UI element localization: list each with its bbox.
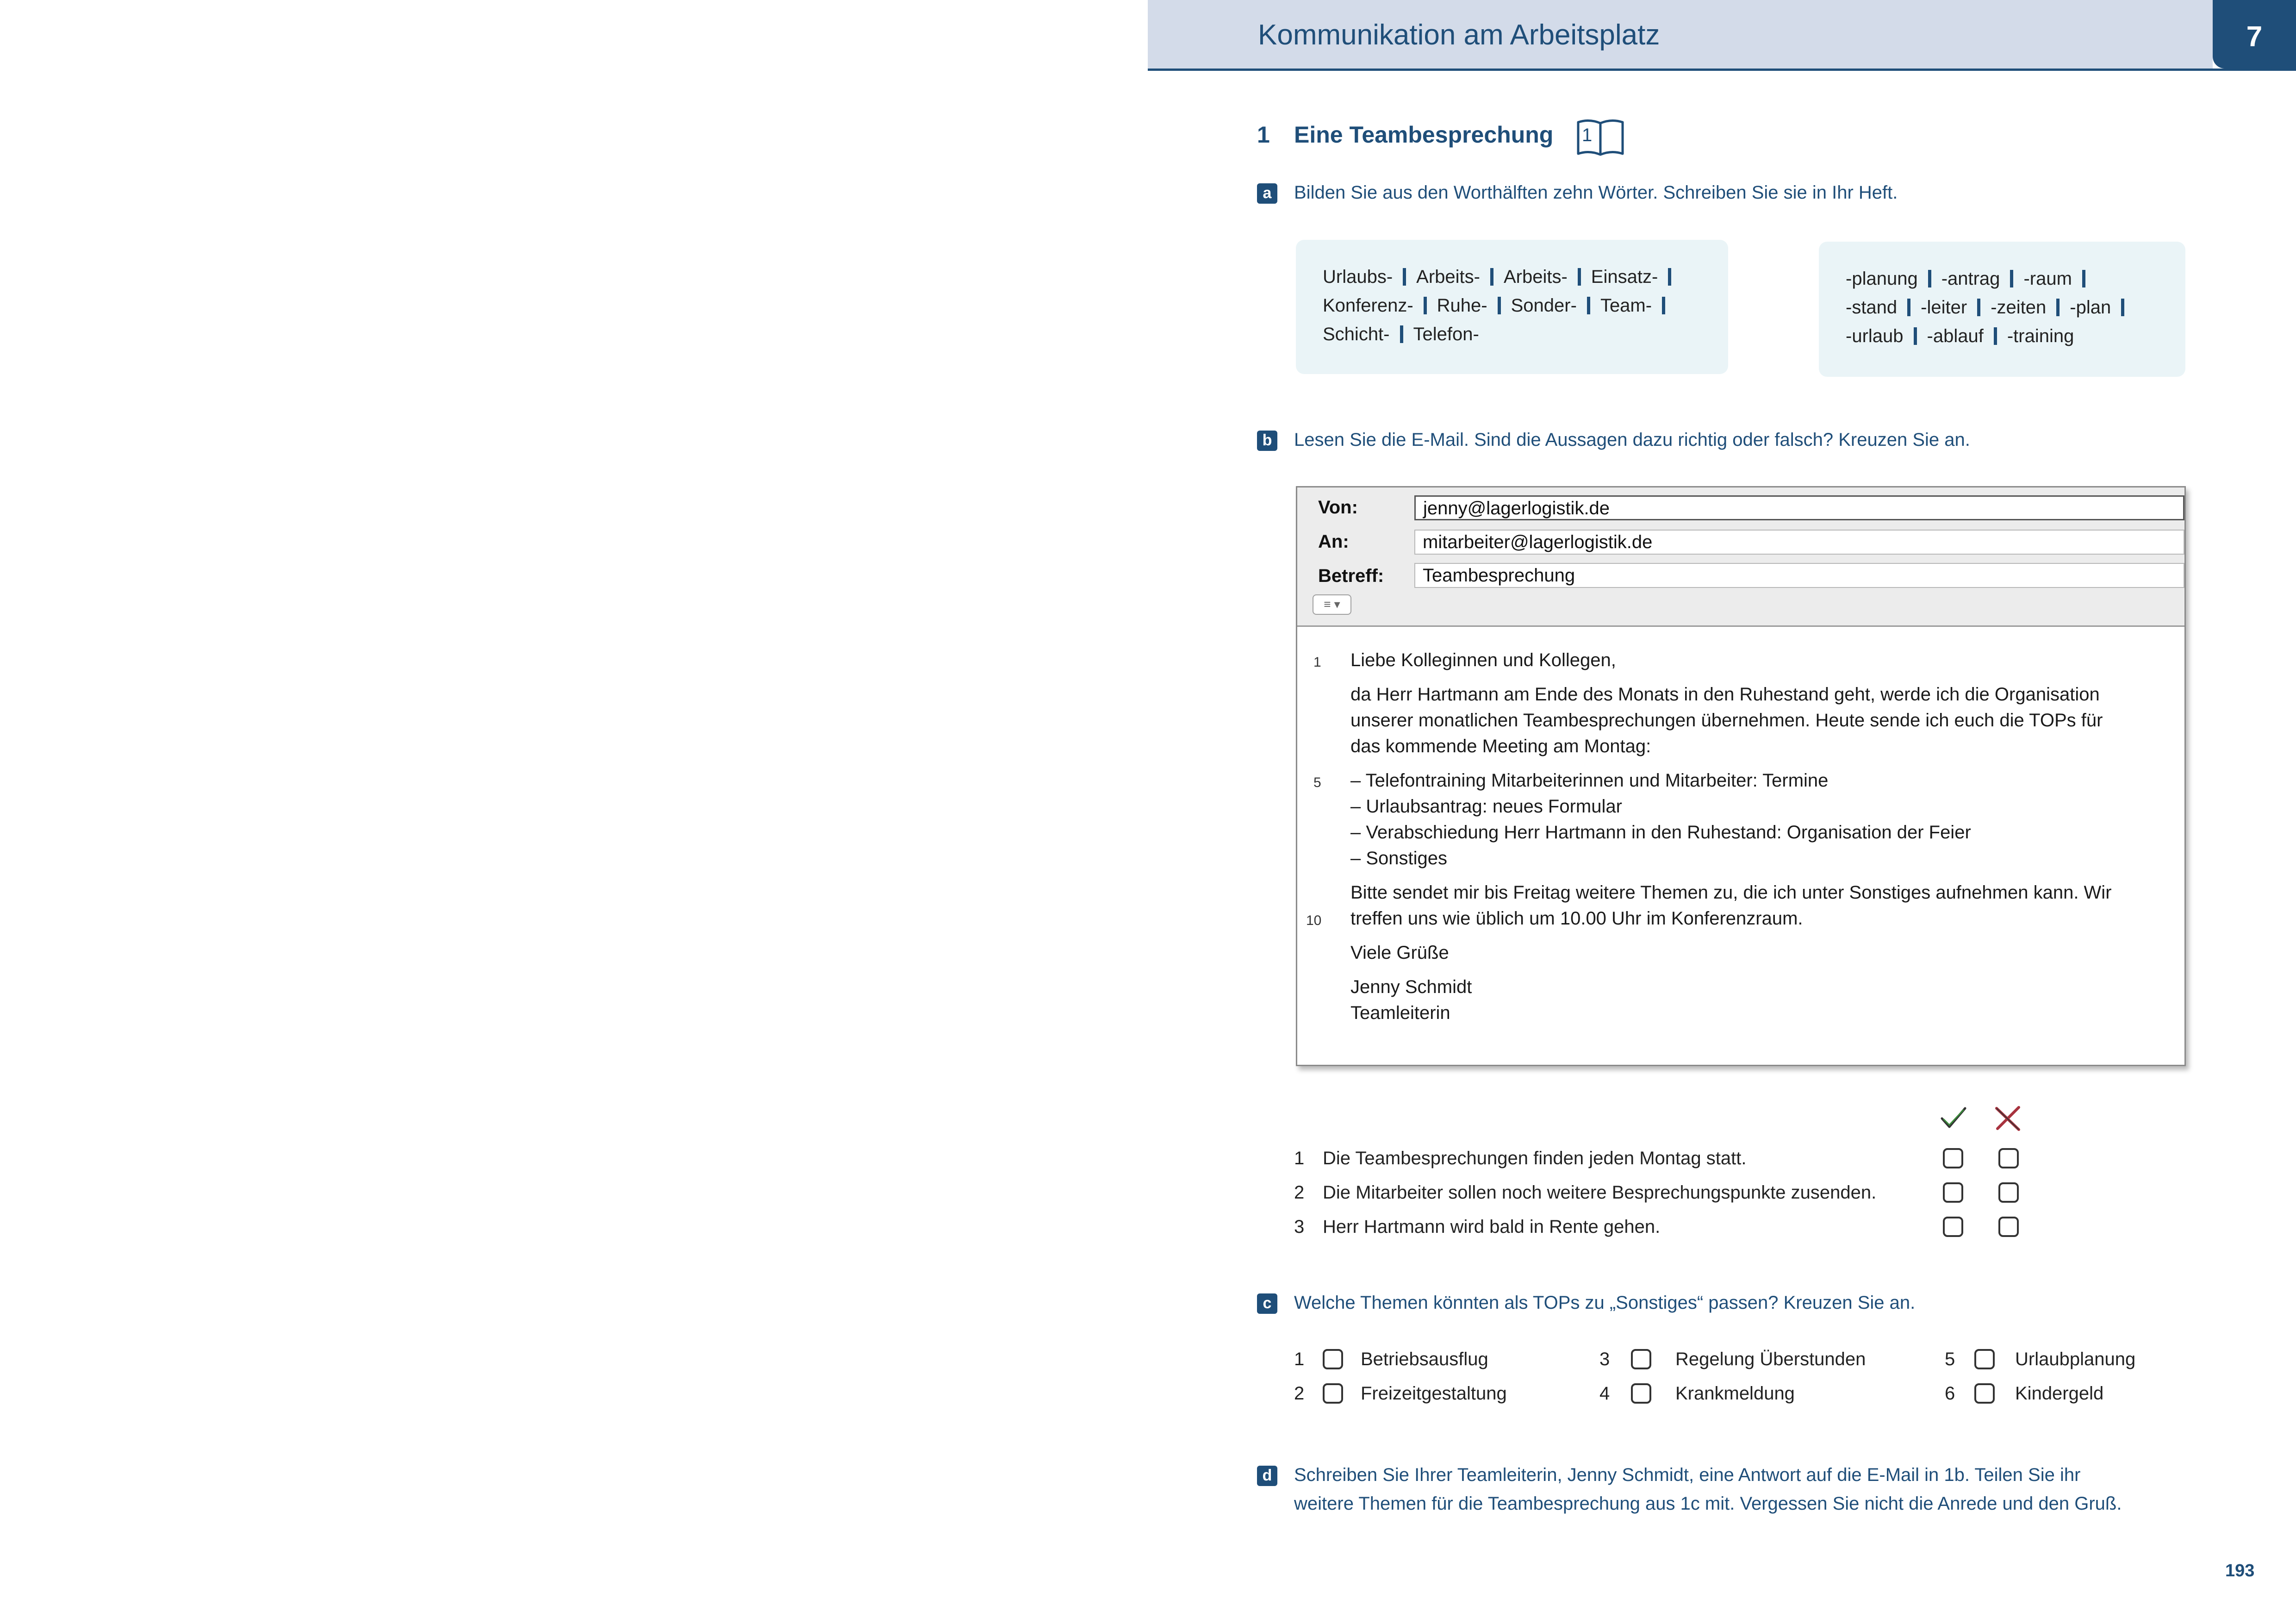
email-body-line: das kommende Meeting am Montag: [1350, 736, 1651, 756]
option-number: 5 [1945, 1349, 1955, 1369]
checkbox-true-3[interactable] [1943, 1217, 1963, 1237]
option-number: 1 [1294, 1349, 1305, 1369]
email-body-line: Jenny Schmidt [1350, 977, 1472, 997]
task-a-instruction: Bilden Sie aus den Worthälften zehn Wörter. Schreiben Sie sie in Ihr Heft. [1294, 182, 1898, 203]
to-field[interactable]: mitarbeiter@lagerlogistik.de [1414, 530, 2184, 555]
statement-text: Herr Hartmann wird bald in Rente gehen. [1323, 1217, 1661, 1237]
word-half: -leiter [1921, 297, 1967, 318]
statement-number: 3 [1294, 1217, 1305, 1237]
option-checkbox-6[interactable] [1974, 1383, 1995, 1404]
option-checkbox-5[interactable] [1974, 1349, 1995, 1369]
word-half: Team- [1600, 295, 1652, 316]
word-half: Arbeits- [1503, 267, 1568, 287]
option-text: Urlaubplanung [2015, 1349, 2136, 1369]
email-body-line: – Telefontraining Mitarbeiterinnen und Mitarbeiter: Termine [1350, 770, 1829, 791]
email-body-line: – Urlaubsantrag: neues Formular [1350, 796, 1622, 817]
word-half: Telefon- [1413, 324, 1479, 344]
word-half: Arbeits- [1416, 267, 1480, 287]
header-rule [1148, 69, 2296, 71]
email-body-line: – Verabschiedung Herr Hartmann in den Ruhestand: Organisation der Feier [1350, 822, 1971, 843]
statement-number: 2 [1294, 1182, 1305, 1203]
word-half: Einsatz- [1591, 267, 1658, 287]
word-half: -raum [2023, 269, 2072, 289]
word-half: Ruhe- [1437, 295, 1487, 316]
task-badge-b: b [1257, 431, 1277, 451]
word-row-right-3 [1846, 326, 2074, 347]
option-checkbox-2[interactable] [1323, 1383, 1343, 1404]
email-body-line: Viele Grüße [1350, 943, 1449, 963]
page-number: 193 [2225, 1561, 2255, 1580]
option-checkbox-3[interactable] [1631, 1349, 1651, 1369]
word-row-right-1 [1846, 269, 2096, 289]
email-body-line: treffen uns wie üblich um 10.00 Uhr im Konferenzraum. [1350, 908, 1803, 929]
word-row-left-1 [1323, 267, 1681, 287]
book-page-number: 1 [1582, 125, 1593, 145]
cross-icon [1994, 1105, 2022, 1132]
checkbox-false-1[interactable] [1998, 1148, 2019, 1168]
task-c-instruction: Welche Themen könnten als TOPs zu „Sonstiges“ passen? Kreuzen Sie an. [1294, 1293, 1916, 1313]
email-body-line: da Herr Hartmann am Ende des Monats in den Ruhestand geht, werde ich die Organisation [1350, 684, 2100, 705]
email-body-line: unserer monatlichen Teambesprechungen übernehmen. Heute sende ich euch die TOPs für [1350, 710, 2103, 731]
section-number: 1 [1257, 122, 1270, 148]
option-text: Freizeitgestaltung [1361, 1383, 1507, 1404]
subject-field[interactable]: Teambesprechung [1414, 563, 2184, 588]
statement-text: Die Teambesprechungen finden jeden Montag statt. [1323, 1148, 1747, 1168]
word-half: Konferenz- [1323, 295, 1413, 316]
line-number: 10 [1306, 913, 1322, 928]
open-book-icon [1575, 119, 1625, 157]
line-number: 5 [1313, 775, 1321, 790]
task-b-instruction: Lesen Sie die E-Mail. Sind die Aussagen dazu richtig oder falsch? Kreuzen Sie an. [1294, 430, 1970, 450]
option-number: 2 [1294, 1383, 1305, 1404]
option-number: 4 [1599, 1383, 1610, 1404]
option-text: Krankmeldung [1675, 1383, 1795, 1404]
chapter-number: 7 [2246, 21, 2263, 53]
check-icon [1939, 1105, 1967, 1132]
word-half: -ablauf [1927, 326, 1984, 346]
word-half: -training [2007, 326, 2074, 346]
word-half: -stand [1846, 297, 1898, 318]
option-checkbox-4[interactable] [1631, 1383, 1651, 1404]
statement-text: Die Mitarbeiter sollen noch weitere Besprechungspunkte zusenden. [1323, 1182, 1877, 1203]
task-badge-d: d [1257, 1466, 1277, 1486]
option-checkbox-1[interactable] [1323, 1349, 1343, 1369]
task-d-instruction-line1: Schreiben Sie Ihrer Teamleiterin, Jenny Schmidt, eine Antwort auf die E-Mail in 1b. Teilen Sie ihr [1294, 1465, 2081, 1485]
email-body-line: Teamleiterin [1350, 1003, 1450, 1023]
word-half: Urlaubs- [1323, 267, 1393, 287]
email-body-line: Liebe Kolleginnen und Kollegen, [1350, 650, 1616, 670]
from-field[interactable]: jenny@lagerlogistik.de [1414, 495, 2184, 520]
word-half: -plan [2070, 297, 2111, 318]
email-body-line: Bitte sendet mir bis Freitag weitere Themen zu, die ich unter Sonstiges aufnehmen kann. Wir [1350, 882, 2112, 903]
word-half: -antrag [1941, 269, 2000, 289]
task-d-instruction-line2: weitere Themen für die Teambesprechung aus 1c mit. Vergessen Sie nicht die Anrede und den Gruß. [1294, 1493, 2122, 1514]
checkbox-true-2[interactable] [1943, 1182, 1963, 1203]
from-label: Von: [1318, 497, 1358, 518]
checkbox-false-2[interactable] [1998, 1182, 2019, 1203]
word-half: -planung [1846, 269, 1918, 289]
word-row-left-3 [1323, 324, 1479, 345]
section-title: Eine Teambesprechung [1294, 122, 1554, 148]
word-half: Schicht- [1323, 324, 1390, 344]
option-text: Betriebsausflug [1361, 1349, 1488, 1369]
subject-label: Betreff: [1318, 566, 1384, 586]
statement-number: 1 [1294, 1148, 1305, 1168]
checkbox-true-1[interactable] [1943, 1148, 1963, 1168]
chapter-title: Kommunikation am Arbeitsplatz [1258, 19, 1660, 51]
email-body-line: – Sonstiges [1350, 848, 1448, 868]
checkbox-false-3[interactable] [1998, 1217, 2019, 1237]
word-half: -urlaub [1846, 326, 1904, 346]
task-badge-a: a [1257, 183, 1277, 204]
word-half: Sonder- [1511, 295, 1577, 316]
option-number: 6 [1945, 1383, 1955, 1404]
option-number: 3 [1599, 1349, 1610, 1369]
to-label: An: [1318, 531, 1349, 552]
option-text: Kindergeld [2015, 1383, 2104, 1404]
word-half: -zeiten [1991, 297, 2047, 318]
line-number: 1 [1313, 655, 1321, 670]
format-menu-button[interactable]: ≡ ▾ [1313, 594, 1351, 615]
task-badge-c: c [1257, 1293, 1277, 1314]
email-header-divider [1297, 625, 2184, 627]
option-text: Regelung Überstunden [1675, 1349, 1866, 1369]
word-row-left-2 [1323, 295, 1675, 316]
word-row-right-2 [1846, 297, 2134, 318]
